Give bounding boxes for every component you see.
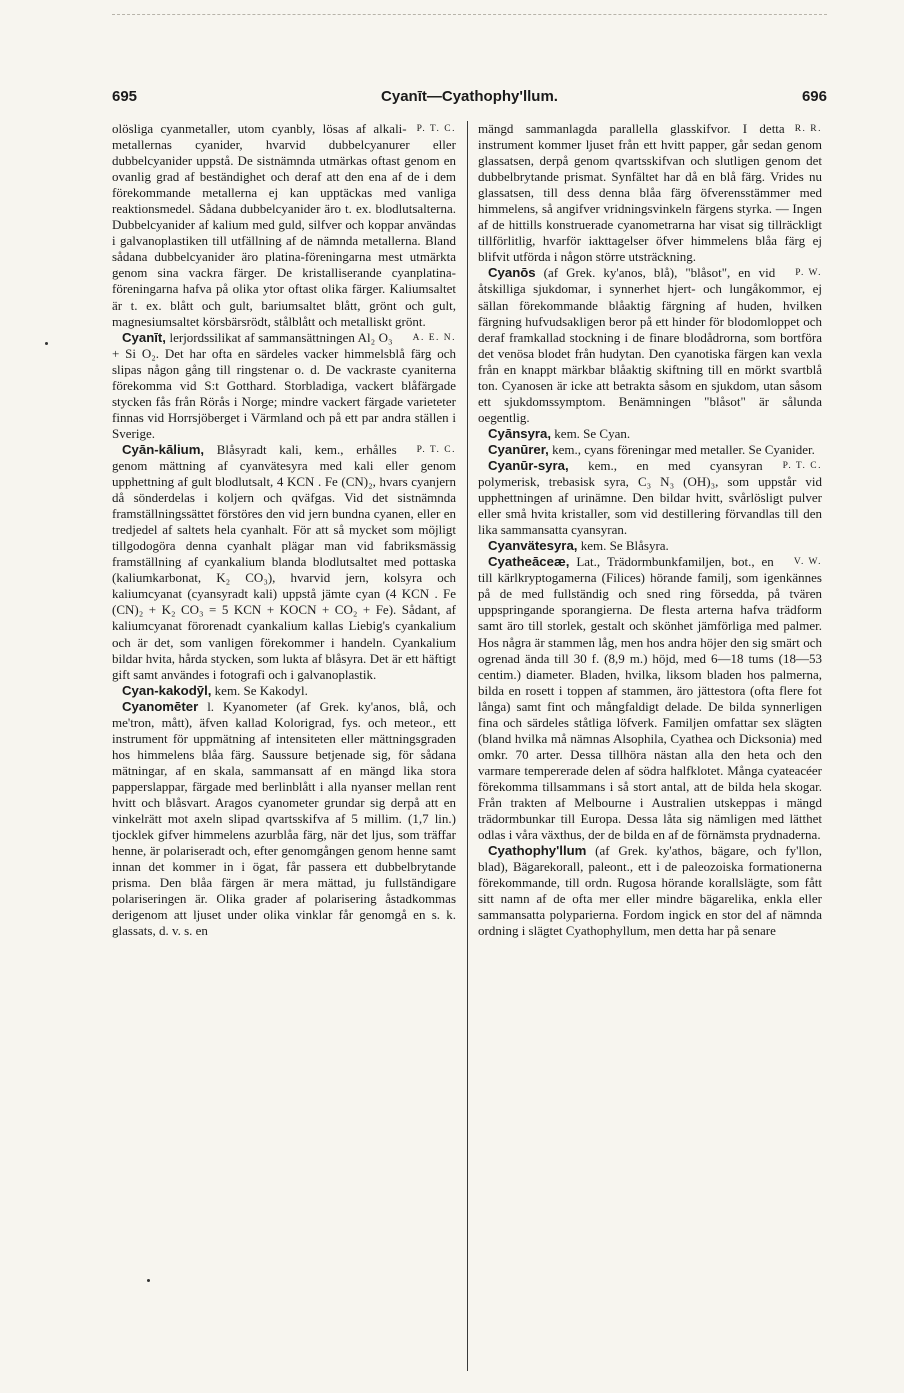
entry-headword: Cyanōs (488, 265, 536, 281)
author-signature: P. W. (795, 268, 822, 279)
author-signature: P. T. C. (416, 444, 456, 455)
dictionary-entry (478, 554, 822, 843)
entry-text: kem. Se Kakodyl. (214, 682, 308, 698)
left-column (112, 121, 456, 1376)
margin-speck (147, 1279, 150, 1282)
entry-headword: Cyan-kakodȳl, (122, 682, 212, 698)
dictionary-entry (112, 699, 456, 940)
entry-text: kem. Se Cyan. (554, 425, 631, 441)
dictionary-entry (478, 121, 822, 265)
dictionary-entry (112, 442, 456, 683)
dictionary-entry (478, 538, 822, 554)
dictionary-entry (478, 426, 822, 442)
dictionary-entry (112, 683, 456, 699)
entry-text: Lat., Trädormbunkfamiljen, bot., en till kärlkryptogamerna (Filices) hörande familj, som igenkännes på de med fullständig och sned ring försedda, på tvären uppspringande sporangierna. De flesta arterna hafva trädform samt äro till storlek, gestalt och skönhet jämförliga med palmer. Hos några är stammen låg, men hos andra höjer den sig smärt och ogrenad ända till 30 f. (8,9 m.) höjd, med 6—18 tums (18—53 centim.) diameter. Bladen, hvilka, liksom bladen hos palmerna, bilda en rosett i toppen af stammen, äro jättestora (ofta flere fot långa) samt fint och mångfaldigt delade. De bilda synnerligen fina och särdeles ståtliga löfverk. Familjen omfattar sex slägten (bland hvilka må nämnas Alsophila, Cyathea och Dicksonia) med omkr. 70 arter. Dessa tillhöra nästan alla den heta och den varmare tempererade delen af södra halfklotet. Många cyateacéer förekomma tillsammans i så stort antal, att de bilda hela skogar. Från trakten af Melbourne i Australien utskeppas i mängd trädormbunkar till Europa. Dessa låta sig nämligen med lätthet odlas i våra växthus, der de bilda en af de förnämsta prydnaderna. (478, 554, 822, 843)
dictionary-entry (478, 442, 822, 458)
author-signature: A. E. N. (412, 332, 456, 343)
column-divider (467, 121, 468, 1371)
dictionary-entry (478, 843, 822, 939)
page-number-left: 695 (112, 88, 138, 105)
running-head: Cyanīt—Cyathophy'llum. (381, 88, 558, 105)
entry-headword: Cyānsyra, (488, 425, 552, 441)
author-signature: P. T. C. (416, 124, 456, 134)
entry-headword: Cyanūrer, (488, 441, 549, 457)
dictionary-entry (112, 121, 456, 330)
author-signature: P. T. C. (782, 460, 822, 471)
entry-text: Blåsyradt kali, kem., erhålles genom mättning af cyanvätesyra med kali eller genom upphettning af gult blodlutsalt, 4 KCN . Fe (CN)₂, hvars cyanjern då sönderdelas i koljern och qväfgas. Vid det sistnämnda framställningssättet förstöres den vid jern bundna cyanen, eller en tredjedel af saltets hela cyanhalt. För att så mycket som möjligt tillgodogöra denna cyanhalt plägar man vid fabriksmässig framställning af cyankalium blanda blodlutsaltet med pottaska (kaliumkarbonat, K₂ CO₃), hvarvid jern, kolsyra och kaliumcyanat (cyansyradt kali) uppstå jämte cyan (4 KCN . Fe (CN)₂ + K₂ CO₃ = 5 KCN + KOCN + CO₂ + Fe). Sådant, af kaliumcyanat förorenadt cyankalium kallas Liebig's cyankalium och är det, som vanligen förekommer i handeln. Cyankalium bildar hvita, hårda stycken, som lukta af blåsyra. Det är ett häftigt gift samt användes i fotografi och i galvanoplastik. (112, 441, 456, 682)
entry-text: mängd sammanlagda parallella glasskifvor. I detta instrument kommer ljuset från ett hvitt papper, går sedan genom glassatsen, derpå genom qvartsskifvan och slutligen genom det dubbelbrytande prismat. Synfältet har då en blå färg. Vrides nu glassatsen, till dess denna blåa färg öfverensstämmer med himmelens, så angifver vridningsvinkeln färgens styrka. — Ingen af de hittills konstruerade cyanometrarna har visat sig tillräckligt tillförlitlig, hvarför iakttagelser öfver himmelens blåa färg ej blifvit utförda i någon större utsträckning. (478, 121, 822, 265)
entry-headword: Cyatheāceæ, (488, 554, 570, 570)
entry-headword: Cyanomēter (122, 698, 199, 714)
author-signature: V. W. (793, 557, 822, 568)
top-rule (112, 14, 827, 15)
entry-text: (af Grek. ky'athos, bägare, och fy'llon, blad), Bägarekorall, paleont., ett i de paleozoiska formationerna förekommande, till ordn. Rugosa hörande korallslägte, som fått sitt namn af de ofta mer eller mindre bägarelika, enkla eller sammansatta polyparierna. Fordom ingick en stor del af nämnda ordning i slägtet Cyathophyllum, men detta har på senare (478, 843, 822, 939)
entry-headword: Cyān-kālium, (122, 441, 205, 457)
right-column (478, 121, 822, 1376)
entry-text: l. Kyanometer (af Grek. ky'anos, blå, och me'tron, mått), äfven kallad Kolorigrad, fys. och meteor., ett instrument för uppmätning af intensiteten eller mättningsgraden hos himmelens blåa färg. Saussure betjenade sig, för sådana mätningar, af en skala, sammansatt af en mängd lika stora papperslappar, färgade med berlinblått i alla nyanser mellan rent hvitt och blåsvart. Aragos cyanometer grundar sig derpå att en vinkelrätt mot axeln slipad qvartsskifva af 5 millim. (1,7 lin.) tjocklek gifver himmelens azurblåa färg, när det ljus, som träffar henne, är polariseradt och, efter genomgången genom henne samt innan det kommer in i ögat, får passera ett dubbelbrytande prisma. Den blåa färgen är mera mättad, ju fullständigare polariseringen är. Olika grader af polarisering åstadkommas derigenom att ljuset under olika vinklar får genomgå en s. k. glassats, d. v. s. en (112, 698, 456, 939)
entry-text: kem., cyans föreningar med metaller. Se Cyanider. (552, 441, 815, 457)
entry-text: lerjordssilikat af sammansättningen Al₂ O₃ + Si O₂. Det har ofta en särdeles vacker himmelsblå färg och slipas någon gång till ringstenar o. d. De vackraste cyaniterna förekomma vid S:t Gotthard. Storbladiga, vackert blåfärgade stycken fås från Rörås i Norge; mindre vackert färgade varieteter finnas vid Horrsjöberget i Värmland och på ett par andra ställen i Sverige. (112, 329, 456, 441)
margin-speck (45, 342, 48, 345)
page-header (112, 88, 827, 110)
entry-headword: Cyanūr-syra, (488, 457, 569, 473)
dictionary-entry (478, 458, 822, 538)
entry-text: kem. Se Blåsyra. (580, 538, 669, 554)
dictionary-entry (112, 330, 456, 442)
entry-headword: Cyanīt, (122, 329, 166, 345)
entry-text: olösliga cyanmetaller, utom cyanbly, lösas af alkali-metallernas cyanider, hvarvid dubbelcyanurer eller dubbelcyanider uppstå. De sistnämnda utmärkas oftast genom en ovanlig grad af beständighet och deraf att den ena af de i dem förekommande metallerna ej kan upptäckas med vanliga reaktionsmedel. Sådana dubbelcyanider äro t. ex. blodlutsalterna. Dubbelcyanider af kalium med guld, silfver och koppar användas i galvanoplastiken till utfällning af de nämnda metallerna. Bland sådana dubbelcyanider äro platina-föreningarna mest utmärkta genom sina vackra färger. De kristalliserande cyanplatina-föreningarna hafva på olika ytor oftast olika färger. Kaliumsaltet är t. ex. blått och gult, bariumsaltet blått, grönt och gult, magnesiumsaltet körsbärsrödt, stålblått och metalliskt grönt. (112, 121, 456, 329)
author-signature: R. R. (794, 124, 822, 134)
page-number-right: 696 (801, 88, 827, 105)
dictionary-entry (478, 265, 822, 425)
entry-text: kem., en med cyansyran polymerisk, trebasisk syra, C₃ N₃ (OH)₃, som uppstår vid upphettningen af urinämne. Den bildar hvitt, svårlösligt pulver eller små hvita kristaller, som vid destillering förvandlas till den lika sammansatta cyansyran. (478, 457, 822, 538)
entry-text: (af Grek. ky'anos, blå), "blåsot", en vid åtskilliga sjukdomar, i synnerhet hjert- och lungåkommor, ej sällan förekommande blåaktig färgning af huden, hvilken färgning hufvudsakligen beror på ett hinder för blodomloppet och deraf framkallad stockning i de finare blodådrorna, som bortföra det venösa blodet från hudytan. Den cyanotiska färgen kan vexla från en knappt märkbar blåaktig skiftning till en mörkt svartblå ton. Cyanosen är icke att betrakta såsom en sjukdom, utan såsom ett sjukdomssymptom. Benämningen "blåsot" är sålunda oegentlig. (478, 265, 822, 425)
entry-headword: Cyathophy'llum (488, 843, 587, 859)
entry-headword: Cyanvätesyra, (488, 538, 578, 554)
